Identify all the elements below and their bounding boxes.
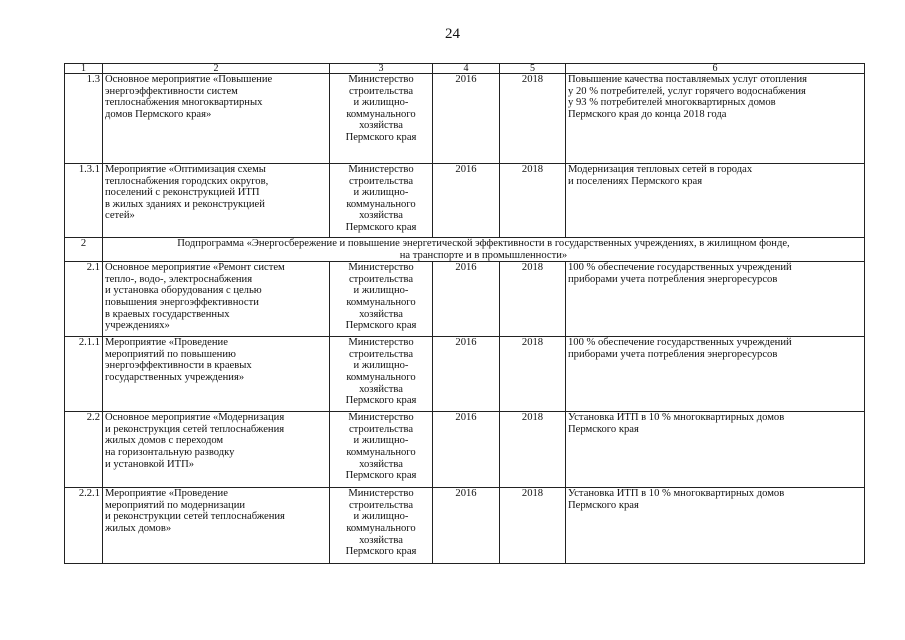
- column-header: 6: [566, 64, 865, 74]
- column-header: 4: [433, 64, 500, 74]
- expected-result: Повышение качества поставляемых услуг отопления у 20 % потребителей, услуг горячего водоснабжения у 93 % потребителей многоквартирных домов Пермского края до конца 2018 года: [566, 74, 865, 164]
- expected-result: Установка ИТП в 10 % многоквартирных домов Пермского края: [566, 412, 865, 488]
- row-number: 1.3.1: [65, 164, 103, 238]
- row-number: 2.1.1: [65, 337, 103, 412]
- start-year: 2016: [433, 337, 500, 412]
- activity-name: Основное мероприятие «Повышение энергоэффективности систем теплоснабжения многоквартирных домов Пермского края»: [103, 74, 330, 164]
- table-row: [65, 412, 865, 488]
- activity-name: Основное мероприятие «Ремонт систем тепло-, водо-, электроснабжения и установка оборудования с целью повышения энергоэффективности в краевых государственных учреждениях»: [103, 262, 330, 337]
- start-year: 2016: [433, 74, 500, 164]
- table-row: [65, 337, 865, 412]
- end-year: 2018: [500, 262, 566, 337]
- column-header: 5: [500, 64, 566, 74]
- end-year: 2018: [500, 337, 566, 412]
- responsible-org: Министерство строительства и жилищно- коммунального хозяйства Пермского края: [330, 488, 433, 564]
- column-header: 2: [103, 64, 330, 74]
- activity-name: Мероприятие «Проведение мероприятий по повышению энергоэффективности в краевых государственных учреждения»: [103, 337, 330, 412]
- end-year: 2018: [500, 74, 566, 164]
- table-row: [65, 164, 865, 238]
- header-row: [65, 64, 865, 74]
- responsible-org: Министерство строительства и жилищно- коммунального хозяйства Пермского края: [330, 164, 433, 238]
- responsible-org: Министерство строительства и жилищно- коммунального хозяйства Пермского края: [330, 74, 433, 164]
- end-year: 2018: [500, 164, 566, 238]
- subprogram-row: [65, 238, 865, 262]
- column-header: 3: [330, 64, 433, 74]
- row-number: 2.2.1: [65, 488, 103, 564]
- table-row: [65, 488, 865, 564]
- activity-name: Основное мероприятие «Модернизация и реконструкция сетей теплоснабжения жилых домов с переходом на горизонтальную разводку и установкой ИТП»: [103, 412, 330, 488]
- responsible-org: Министерство строительства и жилищно- коммунального хозяйства Пермского края: [330, 412, 433, 488]
- expected-result: 100 % обеспечение государственных учреждений приборами учета потребления энергоресурсов: [566, 337, 865, 412]
- row-number: 2.1: [65, 262, 103, 337]
- start-year: 2016: [433, 488, 500, 564]
- activity-name: Мероприятие «Проведение мероприятий по модернизации и реконструкции сетей теплоснабжения жилых домов»: [103, 488, 330, 564]
- start-year: 2016: [433, 262, 500, 337]
- table-row: [65, 262, 865, 337]
- start-year: 2016: [433, 164, 500, 238]
- start-year: 2016: [433, 412, 500, 488]
- table-row: [65, 74, 865, 164]
- expected-result: Модернизация тепловых сетей в городах и поселениях Пермского края: [566, 164, 865, 238]
- row-number: 2.2: [65, 412, 103, 488]
- responsible-org: Министерство строительства и жилищно- коммунального хозяйства Пермского края: [330, 337, 433, 412]
- page-number: 24: [445, 26, 460, 42]
- activity-name: Мероприятие «Оптимизация схемы теплоснабжения городских округов, поселений с реконструкцией ИТП в жилых зданиях и реконструкцией сетей»: [103, 164, 330, 238]
- column-header: 1: [65, 64, 103, 74]
- row-number: 1.3: [65, 74, 103, 164]
- end-year: 2018: [500, 412, 566, 488]
- program-table: [64, 63, 865, 564]
- responsible-org: Министерство строительства и жилищно- коммунального хозяйства Пермского края: [330, 262, 433, 337]
- expected-result: Установка ИТП в 10 % многоквартирных домов Пермского края: [566, 488, 865, 564]
- end-year: 2018: [500, 488, 566, 564]
- subprogram-number: 2: [65, 238, 103, 262]
- expected-result: 100 % обеспечение государственных учреждений приборами учета потребления энергоресурсов: [566, 262, 865, 337]
- subprogram-title: Подпрограмма «Энергосбережение и повышение энергетической эффективности в государственных учреждениях, в жилищном фонде, на транспорте и в промышленности»: [103, 238, 865, 262]
